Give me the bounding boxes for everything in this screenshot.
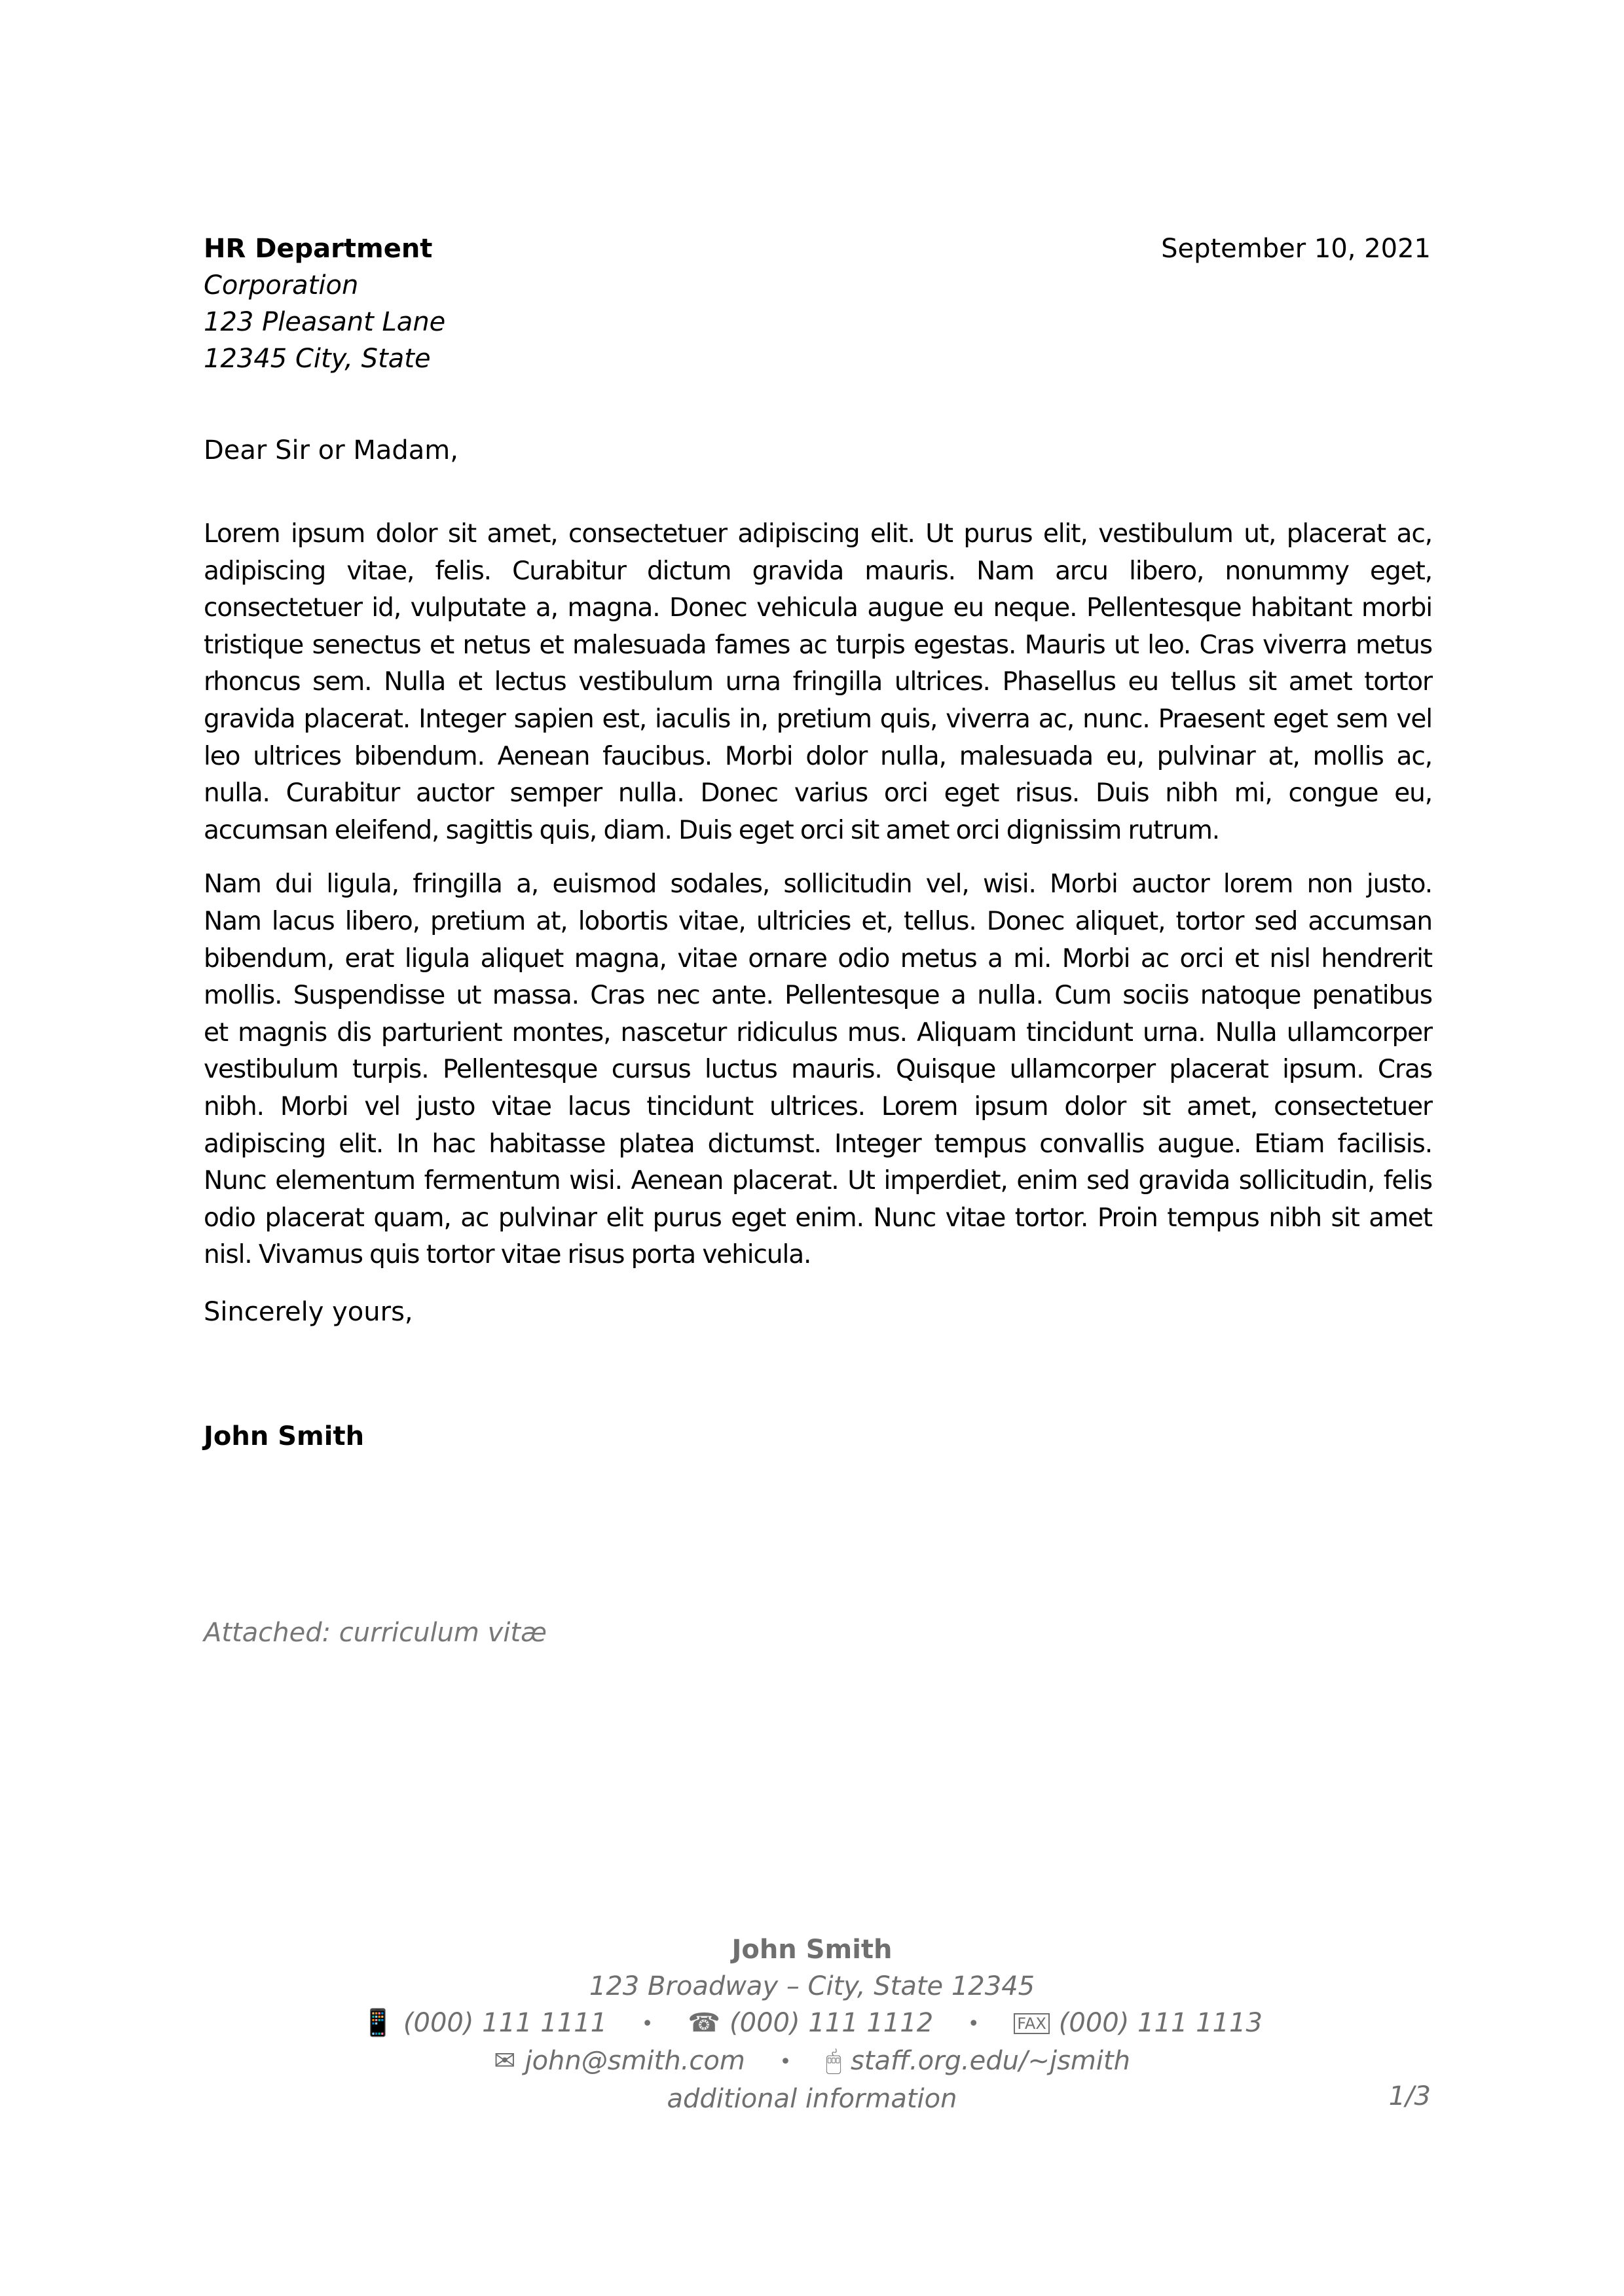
letter-body — [204, 516, 1432, 1291]
body-line: nisl. Vivamus quis tortor vitae risus porta vehicula. — [204, 1240, 811, 1270]
telephone-icon: ☎ — [688, 2008, 721, 2038]
body-line: adipiscing elit. In hac habitasse platea dictumst. Integer tempus convallis augue. Etiam facilisis. — [204, 1129, 1432, 1159]
body-line: adipiscing vitae, felis. Curabitur dictum gravida mauris. Nam arcu libero, nonummy eget, — [204, 556, 1432, 586]
body-line: Nunc elementum fermentum wisi. Aenean placerat. Ut imperdiet, enim sed gravida sollicitudin, felis — [204, 1166, 1432, 1196]
body-line: mollis. Suspendisse ut massa. Cras nec ante. Pellentesque a nulla. Cum sociis natoque penatibus — [204, 981, 1432, 1011]
separator-bullet: • — [779, 2050, 792, 2073]
footer-phone-line — [0, 2005, 1624, 2043]
recipient-address-line: Corporation — [204, 270, 359, 301]
footer-fax: (000) 111 1113 — [1058, 2008, 1263, 2038]
enclosure-note: Attached: curriculum vitæ — [204, 1618, 547, 1648]
footer-homepage-link[interactable]: staff.org.edu/∼jsmith — [850, 2046, 1131, 2076]
recipient-name: HR Department — [204, 234, 433, 264]
footer-phone: (000) 111 1112 — [729, 2008, 934, 2038]
footer-name: John Smith — [731, 1935, 893, 1965]
body-line: odio placerat quam, ac pulvinar elit purus eget enim. Nunc vitae tortor. Proin tempus nibh sit amet — [204, 1203, 1432, 1233]
letter-date: September 10, 2021 — [1161, 234, 1431, 264]
footer-email-link[interactable]: john@smith.com — [525, 2046, 745, 2076]
body-line: rhoncus sem. Nulla et lectus vestibulum urna fringilla ultrices. Phasellus eu tellus sit amet tortor — [204, 667, 1432, 697]
body-line: accumsan eleifend, sagittis quis, diam. Duis eget orci sit amet orci dignissim rutrum. — [204, 815, 1220, 845]
salutation: Dear Sir or Madam, — [204, 435, 458, 465]
envelope-icon: ✉ — [493, 2046, 516, 2076]
body-line: gravida placerat. Integer sapien est, iaculis in, pretium quis, viverra ac, nunc. Praesent eget sem vel — [204, 704, 1432, 734]
letter-footer — [0, 1931, 1624, 2117]
recipient-address-line: 12345 City, State — [204, 344, 431, 374]
body-line: Nam dui ligula, fringilla a, euismod sodales, sollicitudin vel, wisi. Morbi auctor lorem non justo. — [204, 869, 1432, 900]
body-line: Lorem ipsum dolor sit amet, consectetuer adipiscing elit. Ut purus elit, vestibulum ut, placerat ac, — [204, 519, 1432, 549]
footer-additional-info: additional information — [667, 2084, 957, 2114]
separator-bullet: • — [967, 2013, 980, 2035]
recipient-address-line: 123 Pleasant Lane — [204, 307, 446, 337]
body-line: nulla. Curabitur auctor semper nulla. Donec varius orci eget risus. Duis nibh mi, congue eu, — [204, 778, 1432, 809]
body-paragraph — [204, 516, 1432, 849]
body-line: nibh. Morbi vel justo vitae lacus tincidunt ultrices. Lorem ipsum dolor sit amet, consectetuer — [204, 1091, 1432, 1121]
footer-web-line — [0, 2043, 1624, 2081]
body-line: consectetuer id, vulputate a, magna. Donec vehicula augue eu neque. Pellentesque habitant morbi — [204, 593, 1432, 623]
recipient-address-block — [204, 230, 445, 377]
body-line: et magnis dis parturient montes, nascetur ridiculus mus. Aliquam tincidunt urna. Nulla ullamcorper — [204, 1017, 1432, 1048]
body-line: Nam lacus libero, pretium at, lobortis vitae, ultricies et, tellus. Donec aliquet, tortor sed accumsan — [204, 906, 1432, 936]
body-line: vestibulum turpis. Pellentesque cursus luctus mauris. Quisque ullamcorper placerat ipsum. Cras — [204, 1055, 1432, 1085]
body-paragraph — [204, 866, 1432, 1274]
body-line: tristique senectus et netus et malesuada fames ac turpis egestas. Mauris ut leo. Cras viverra metus — [204, 630, 1432, 660]
body-line: leo ultrices bibendum. Aenean faucibus. Morbi dolor nulla, malesuada eu, pulvinar at, mollis ac, — [204, 741, 1432, 771]
closing: Sincerely yours, — [204, 1297, 413, 1327]
computer-mouse-icon: 🖱 — [825, 2046, 841, 2076]
signature-name: John Smith — [204, 1421, 365, 1451]
footer-mobile: (000) 111 1111 — [403, 2008, 608, 2038]
separator-bullet: • — [641, 2013, 654, 2035]
fax-icon: FAX — [1014, 2013, 1049, 2034]
page-number: 1/3 — [1388, 2081, 1431, 2111]
body-line: bibendum, erat ligula aliquet magna, vitae ornare odio metus a mi. Morbi ac orci et nisl hendrerit — [204, 943, 1432, 974]
footer-address: 123 Broadway – City, State 12345 — [589, 1971, 1035, 2001]
mobile-phone-icon: 📱 — [361, 2008, 394, 2038]
